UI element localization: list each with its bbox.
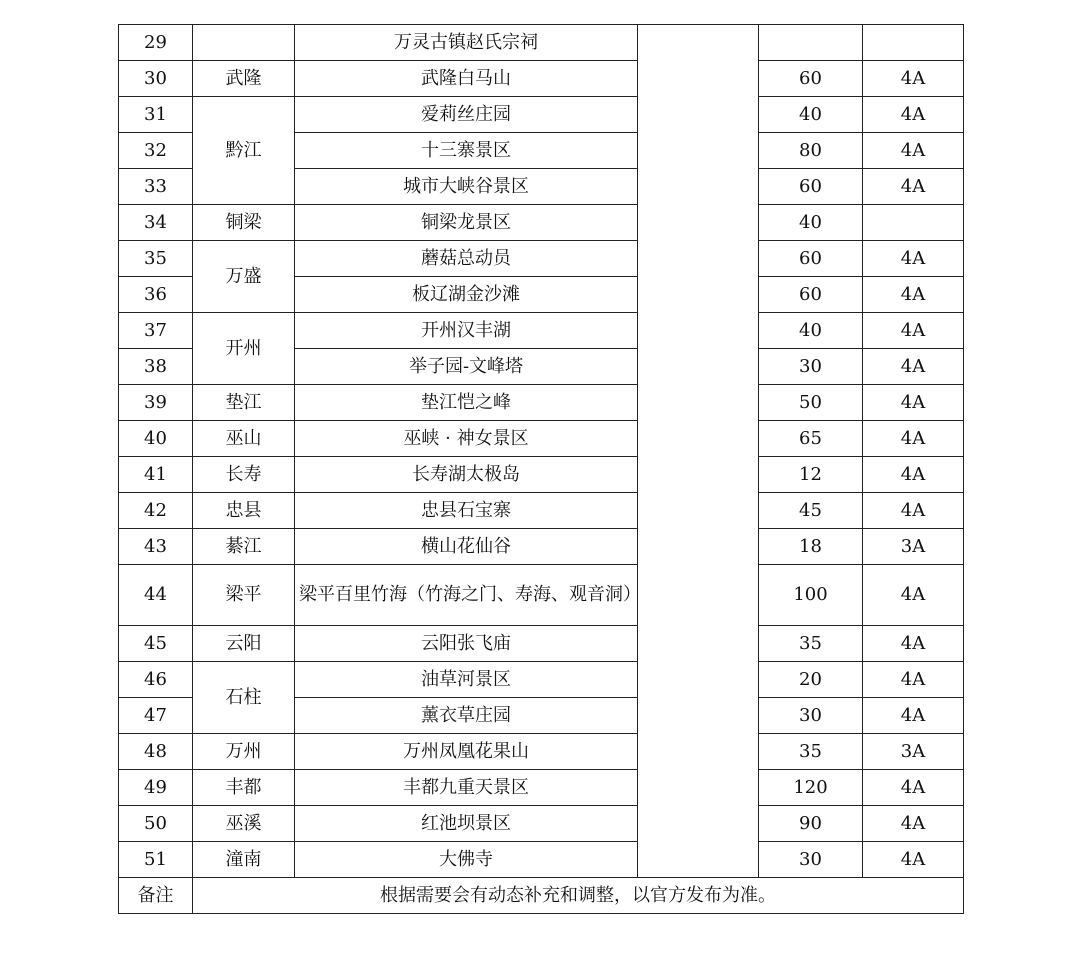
scenic-name: 云阳张飞庙 bbox=[295, 626, 638, 662]
scenic-name: 巫峡 · 神女景区 bbox=[295, 421, 638, 457]
district-cell: 长寿 bbox=[193, 457, 295, 493]
table-row bbox=[119, 842, 964, 878]
price-cell: 60 bbox=[759, 241, 863, 277]
price-cell bbox=[759, 25, 863, 61]
scenic-name: 武隆白马山 bbox=[295, 61, 638, 97]
price-cell: 120 bbox=[759, 770, 863, 806]
price-cell: 12 bbox=[759, 457, 863, 493]
scenic-name: 十三寨景区 bbox=[295, 133, 638, 169]
scenic-name: 薰衣草庄园 bbox=[295, 698, 638, 734]
scenic-name: 油草河景区 bbox=[295, 662, 638, 698]
table-row bbox=[119, 385, 964, 421]
scenic-name: 万州凤凰花果山 bbox=[295, 734, 638, 770]
price-cell: 35 bbox=[759, 626, 863, 662]
price-cell: 45 bbox=[759, 493, 863, 529]
scenic-name: 梁平百里竹海（竹海之门、寿海、观音洞） bbox=[295, 565, 638, 626]
row-number: 35 bbox=[119, 241, 193, 277]
price-cell: 40 bbox=[759, 313, 863, 349]
price-cell: 40 bbox=[759, 205, 863, 241]
row-number: 42 bbox=[119, 493, 193, 529]
row-number: 51 bbox=[119, 842, 193, 878]
level-cell: 4A bbox=[863, 277, 964, 313]
row-number: 34 bbox=[119, 205, 193, 241]
row-number: 44 bbox=[119, 565, 193, 626]
district-cell: 忠县 bbox=[193, 493, 295, 529]
district-cell: 黔江 bbox=[193, 97, 295, 205]
table-row bbox=[119, 97, 964, 133]
district-cell: 潼南 bbox=[193, 842, 295, 878]
level-cell: 4A bbox=[863, 565, 964, 626]
level-cell: 4A bbox=[863, 421, 964, 457]
level-cell: 4A bbox=[863, 313, 964, 349]
row-number: 37 bbox=[119, 313, 193, 349]
table-row bbox=[119, 770, 964, 806]
level-cell: 3A bbox=[863, 734, 964, 770]
district-cell: 石柱 bbox=[193, 662, 295, 734]
table-row bbox=[119, 205, 964, 241]
price-cell: 80 bbox=[759, 133, 863, 169]
scenic-name: 垫江恺之峰 bbox=[295, 385, 638, 421]
district-cell: 万盛 bbox=[193, 241, 295, 313]
district-cell: 綦江 bbox=[193, 529, 295, 565]
note-text: 根据需要会有动态补充和调整，以官方发布为准。 bbox=[193, 878, 964, 914]
row-number: 38 bbox=[119, 349, 193, 385]
scenic-name: 开州汉丰湖 bbox=[295, 313, 638, 349]
district-cell: 铜梁 bbox=[193, 205, 295, 241]
row-number: 49 bbox=[119, 770, 193, 806]
district-cell: 垫江 bbox=[193, 385, 295, 421]
level-cell: 4A bbox=[863, 97, 964, 133]
district-cell: 云阳 bbox=[193, 626, 295, 662]
row-number: 36 bbox=[119, 277, 193, 313]
scenic-name: 红池坝景区 bbox=[295, 806, 638, 842]
price-cell: 100 bbox=[759, 565, 863, 626]
level-cell: 4A bbox=[863, 806, 964, 842]
price-cell: 60 bbox=[759, 169, 863, 205]
level-cell: 4A bbox=[863, 385, 964, 421]
price-cell: 60 bbox=[759, 61, 863, 97]
scenic-name: 举子园-文峰塔 bbox=[295, 349, 638, 385]
table-row bbox=[119, 313, 964, 349]
level-cell: 4A bbox=[863, 626, 964, 662]
blank-column bbox=[638, 25, 759, 878]
level-cell: 4A bbox=[863, 241, 964, 277]
scenic-name: 铜梁龙景区 bbox=[295, 205, 638, 241]
price-cell: 20 bbox=[759, 662, 863, 698]
scenic-name: 大佛寺 bbox=[295, 842, 638, 878]
level-cell: 4A bbox=[863, 698, 964, 734]
note-row bbox=[119, 878, 964, 914]
table-row bbox=[119, 565, 964, 626]
row-number: 39 bbox=[119, 385, 193, 421]
row-number: 46 bbox=[119, 662, 193, 698]
level-cell: 4A bbox=[863, 842, 964, 878]
level-cell: 4A bbox=[863, 493, 964, 529]
scenic-name: 丰都九重天景区 bbox=[295, 770, 638, 806]
district-cell: 梁平 bbox=[193, 565, 295, 626]
row-number: 50 bbox=[119, 806, 193, 842]
district-cell bbox=[193, 25, 295, 61]
scenic-name: 万灵古镇赵氏宗祠 bbox=[295, 25, 638, 61]
scenic-name: 蘑菇总动员 bbox=[295, 241, 638, 277]
district-cell: 开州 bbox=[193, 313, 295, 385]
table-row bbox=[119, 421, 964, 457]
level-cell: 4A bbox=[863, 169, 964, 205]
price-cell: 50 bbox=[759, 385, 863, 421]
row-number: 29 bbox=[119, 25, 193, 61]
level-cell: 4A bbox=[863, 770, 964, 806]
row-number: 45 bbox=[119, 626, 193, 662]
row-number: 41 bbox=[119, 457, 193, 493]
row-number: 30 bbox=[119, 61, 193, 97]
row-number: 33 bbox=[119, 169, 193, 205]
level-cell: 4A bbox=[863, 61, 964, 97]
row-number: 40 bbox=[119, 421, 193, 457]
note-label: 备注 bbox=[119, 878, 193, 914]
price-cell: 65 bbox=[759, 421, 863, 457]
scenic-name: 横山花仙谷 bbox=[295, 529, 638, 565]
table-row bbox=[119, 806, 964, 842]
table-row bbox=[119, 61, 964, 97]
level-cell: 4A bbox=[863, 133, 964, 169]
price-cell: 30 bbox=[759, 349, 863, 385]
table-row bbox=[119, 626, 964, 662]
district-cell: 巫溪 bbox=[193, 806, 295, 842]
district-cell: 万州 bbox=[193, 734, 295, 770]
level-cell: 4A bbox=[863, 662, 964, 698]
table-row bbox=[119, 493, 964, 529]
row-number: 48 bbox=[119, 734, 193, 770]
price-cell: 35 bbox=[759, 734, 863, 770]
price-cell: 30 bbox=[759, 842, 863, 878]
level-cell: 4A bbox=[863, 457, 964, 493]
table-row bbox=[119, 241, 964, 277]
level-cell: 4A bbox=[863, 349, 964, 385]
price-cell: 60 bbox=[759, 277, 863, 313]
district-cell: 丰都 bbox=[193, 770, 295, 806]
price-cell: 18 bbox=[759, 529, 863, 565]
scenic-spots-table bbox=[118, 24, 964, 914]
level-cell bbox=[863, 205, 964, 241]
price-cell: 30 bbox=[759, 698, 863, 734]
price-cell: 90 bbox=[759, 806, 863, 842]
scenic-name: 板辽湖金沙滩 bbox=[295, 277, 638, 313]
scenic-name: 城市大峡谷景区 bbox=[295, 169, 638, 205]
scenic-name: 爱莉丝庄园 bbox=[295, 97, 638, 133]
table-row bbox=[119, 662, 964, 698]
table-row bbox=[119, 25, 964, 61]
scenic-name: 忠县石宝寨 bbox=[295, 493, 638, 529]
level-cell: 3A bbox=[863, 529, 964, 565]
scenic-name: 长寿湖太极岛 bbox=[295, 457, 638, 493]
level-cell bbox=[863, 25, 964, 61]
district-cell: 巫山 bbox=[193, 421, 295, 457]
row-number: 43 bbox=[119, 529, 193, 565]
row-number: 47 bbox=[119, 698, 193, 734]
district-cell: 武隆 bbox=[193, 61, 295, 97]
table-row bbox=[119, 734, 964, 770]
table-row bbox=[119, 529, 964, 565]
row-number: 31 bbox=[119, 97, 193, 133]
table-row bbox=[119, 457, 964, 493]
row-number: 32 bbox=[119, 133, 193, 169]
price-cell: 40 bbox=[759, 97, 863, 133]
